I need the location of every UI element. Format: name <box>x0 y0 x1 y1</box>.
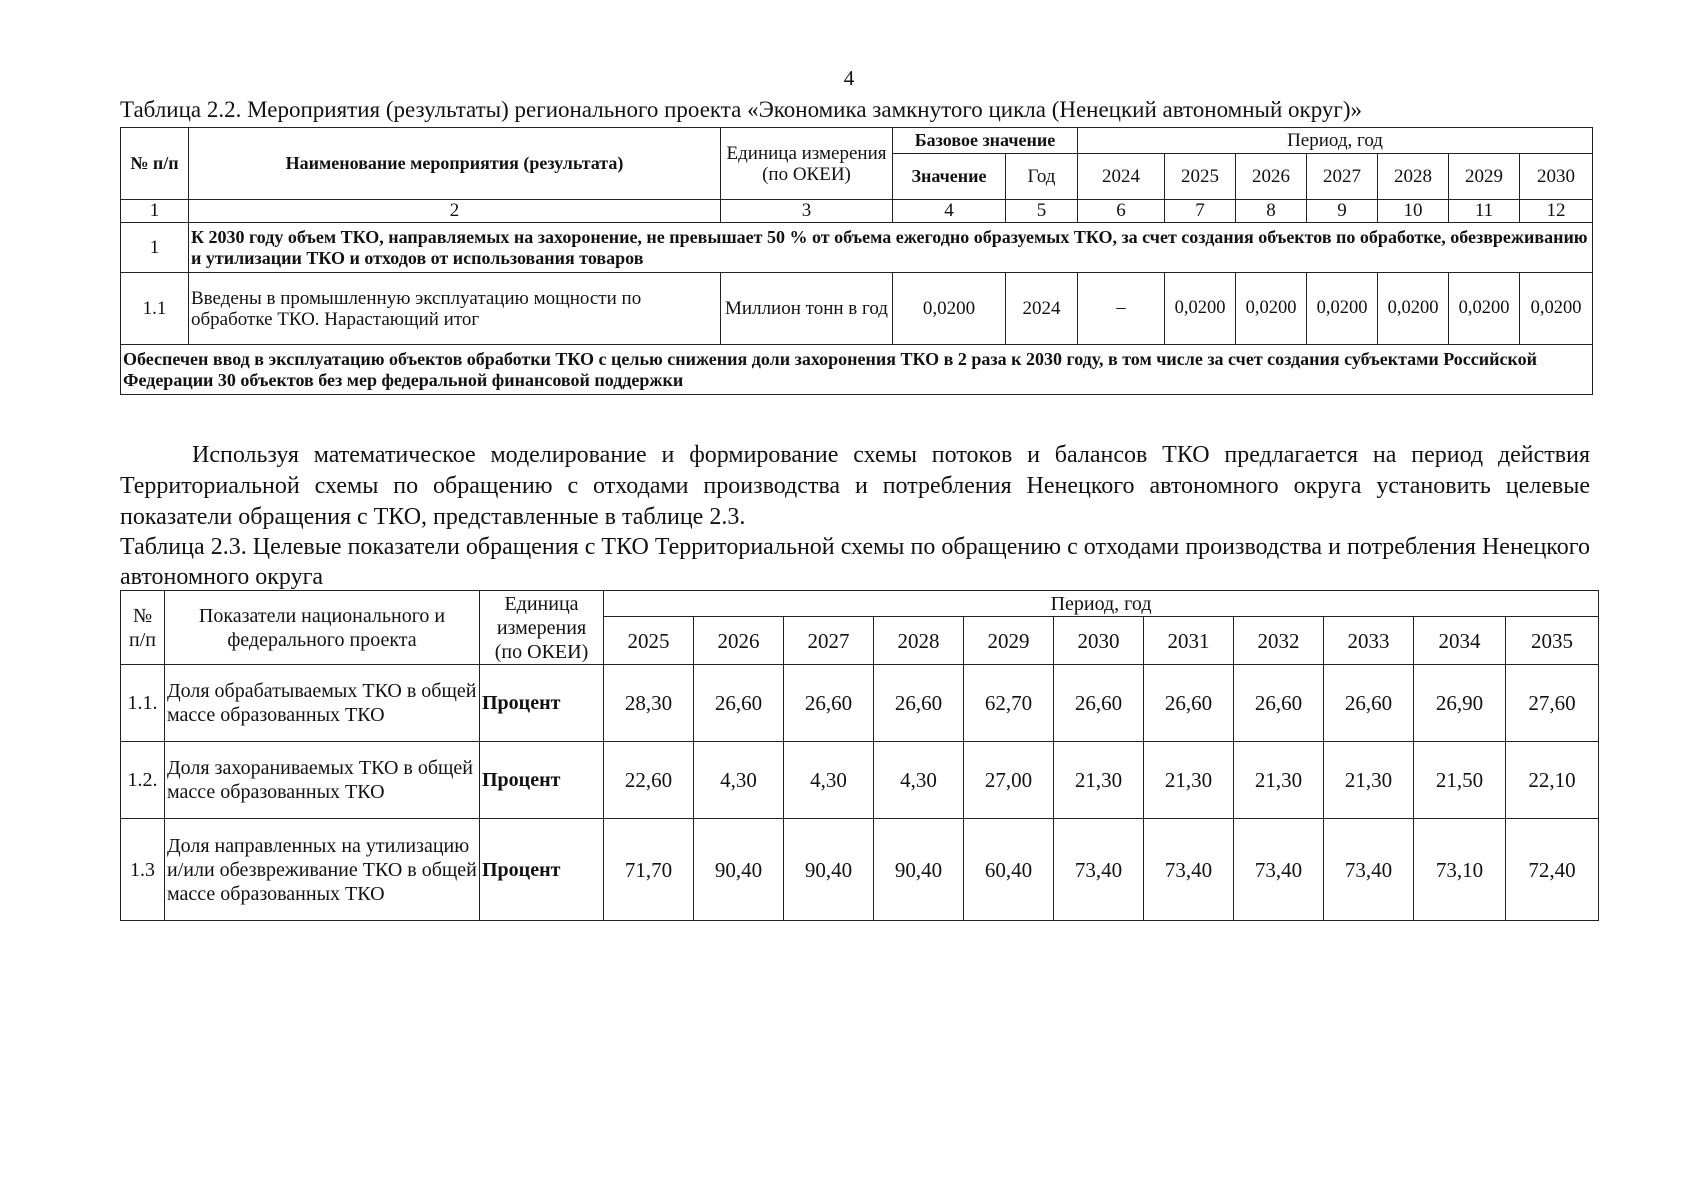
t2-row-value: 26,60 <box>1324 665 1414 742</box>
t1-goal-text: К 2030 году объем ТКО, направляемых на захоронение, не превышает 50 % от объема ежегодно образуемых ТКО, за счет создания объектов по обработке, обезвреживанию и утилизации ТКО и отходов от использования товаров <box>189 223 1593 273</box>
t2-row-unit: Процент <box>480 742 604 819</box>
t1-header-year: 2028 <box>1378 154 1449 200</box>
t1-col-number: 10 <box>1378 200 1449 223</box>
body-paragraph: Используя математическое моделирование и формирование схемы потоков и балансов ТКО предлагается на период действия Территориальной схемы по обращению с отходами производства и потребления Ненецкого автономного округа установить целевые показатели обращения с ТКО, представленные в таблице 2.3. <box>120 442 1590 530</box>
t2-row-value: 21,50 <box>1414 742 1506 819</box>
t2-header-year: 2031 <box>1144 617 1234 665</box>
t2-row-num: 1.1. <box>121 665 165 742</box>
t2-row-num: 1.3 <box>121 819 165 921</box>
t2-row-value: 26,60 <box>1144 665 1234 742</box>
t1-header-year: 2026 <box>1236 154 1307 200</box>
t2-row-value: 27,60 <box>1506 665 1599 742</box>
t2-row-value: 26,60 <box>1054 665 1144 742</box>
t1-col-number: 12 <box>1520 200 1593 223</box>
t2-row-value: 21,30 <box>1324 742 1414 819</box>
t1-header-year: 2025 <box>1165 154 1236 200</box>
t1-row-value: 0,0200 <box>1236 273 1307 345</box>
t1-header-base-value: Значение <box>893 154 1006 200</box>
t1-header-year: 2029 <box>1449 154 1520 200</box>
t1-header-year: 2027 <box>1307 154 1378 200</box>
t1-col-number: 6 <box>1078 200 1165 223</box>
table-row <box>121 819 1599 921</box>
t1-header-unit: Единица измерения (по ОКЕИ) <box>721 128 893 200</box>
table-row <box>121 742 1599 819</box>
t2-row-value: 73,40 <box>1324 819 1414 921</box>
t1-col-number: 2 <box>189 200 721 223</box>
t2-row-value: 72,40 <box>1506 819 1599 921</box>
t1-col-number: 4 <box>893 200 1006 223</box>
t1-col-number: 7 <box>1165 200 1236 223</box>
t2-row-value: 22,10 <box>1506 742 1599 819</box>
t1-row-base-value: 0,0200 <box>893 273 1006 345</box>
t2-row-value: 90,40 <box>694 819 784 921</box>
t2-row-value: 22,60 <box>604 742 694 819</box>
t2-row-name: Доля направленных на утилизацию и/или обезвреживание ТКО в общей массе образованных ТКО <box>165 819 480 921</box>
t2-header-num: № п/п <box>121 591 165 665</box>
t2-header-unit: Единица измерения (по ОКЕИ) <box>480 591 604 665</box>
t1-row-value: 0,0200 <box>1520 273 1593 345</box>
t2-row-value: 26,60 <box>874 665 964 742</box>
t1-col-number: 9 <box>1307 200 1378 223</box>
t2-row-unit: Процент <box>480 665 604 742</box>
table-row <box>121 665 1599 742</box>
t2-row-value: 27,00 <box>964 742 1054 819</box>
t2-row-value: 73,10 <box>1414 819 1506 921</box>
t2-header-year: 2033 <box>1324 617 1414 665</box>
t2-row-value: 60,40 <box>964 819 1054 921</box>
t2-header-year: 2029 <box>964 617 1054 665</box>
t1-header-period: Период, год <box>1078 128 1593 154</box>
t2-row-num: 1.2. <box>121 742 165 819</box>
t1-col-number: 5 <box>1006 200 1078 223</box>
t2-row-value: 4,30 <box>784 742 874 819</box>
t1-goal-num: 1 <box>121 223 189 273</box>
t1-header-year: 2030 <box>1520 154 1593 200</box>
t1-row-base-year: 2024 <box>1006 273 1078 345</box>
t2-header-year: 2027 <box>784 617 874 665</box>
t2-header-year: 2026 <box>694 617 784 665</box>
t1-col-number: 11 <box>1449 200 1520 223</box>
t1-row-value: – <box>1078 273 1165 345</box>
t1-footer: Обеспечен ввод в эксплуатацию объектов обработки ТКО с целью снижения доли захоронения ТКО в 2 раза к 2030 году, в том числе за счет создания субъектами Российской Федерации 30 объектов без мер федеральной финансовой поддержки <box>121 345 1593 395</box>
t2-row-value: 71,70 <box>604 819 694 921</box>
t2-row-value: 26,60 <box>1234 665 1324 742</box>
t2-row-value: 73,40 <box>1234 819 1324 921</box>
t2-header-year: 2032 <box>1234 617 1324 665</box>
t2-row-value: 73,40 <box>1144 819 1234 921</box>
t2-header-year: 2034 <box>1414 617 1506 665</box>
t2-row-value: 26,90 <box>1414 665 1506 742</box>
t2-row-value: 26,60 <box>784 665 874 742</box>
t2-row-value: 21,30 <box>1234 742 1324 819</box>
t1-header-name: Наименование мероприятия (результата) <box>189 128 721 200</box>
t1-row-unit: Миллион тонн в год <box>721 273 893 345</box>
t2-header-year: 2035 <box>1506 617 1599 665</box>
t2-header-year: 2030 <box>1054 617 1144 665</box>
page-number: 4 <box>843 66 855 90</box>
t1-row-name: Введены в промышленную эксплуатацию мощности по обработке ТКО. Нарастающий итог <box>189 273 721 345</box>
t1-row-value: 0,0200 <box>1449 273 1520 345</box>
t2-row-name: Доля захораниваемых ТКО в общей массе образованных ТКО <box>165 742 480 819</box>
t2-row-value: 4,30 <box>694 742 784 819</box>
t1-header-base-year: Год <box>1006 154 1078 200</box>
t1-col-number: 8 <box>1236 200 1307 223</box>
t2-row-value: 21,30 <box>1144 742 1234 819</box>
t1-row-value: 0,0200 <box>1165 273 1236 345</box>
t1-row-value: 0,0200 <box>1307 273 1378 345</box>
table-2-3-caption: Таблица 2.3. Целевые показатели обращения с ТКО Территориальной схемы по обращению с отходами производства и потребления Ненецкого автономного округа <box>120 534 1590 590</box>
t2-header-name: Показатели национального и федерального проекта <box>165 591 480 665</box>
t2-header-year: 2028 <box>874 617 964 665</box>
t2-header-period: Период, год <box>604 591 1599 617</box>
t2-header-year: 2025 <box>604 617 694 665</box>
t2-row-value: 21,30 <box>1054 742 1144 819</box>
t2-row-value: 4,30 <box>874 742 964 819</box>
t1-row-value: 0,0200 <box>1378 273 1449 345</box>
t1-row-num: 1.1 <box>121 273 189 345</box>
t2-row-value: 90,40 <box>874 819 964 921</box>
t2-row-unit: Процент <box>480 819 604 921</box>
t1-col-number: 3 <box>721 200 893 223</box>
t1-header-num: № п/п <box>121 128 189 200</box>
table-2-3 <box>120 590 1599 921</box>
t2-row-name: Доля обрабатываемых ТКО в общей массе образованных ТКО <box>165 665 480 742</box>
t2-row-value: 26,60 <box>694 665 784 742</box>
t1-header-base: Базовое значение <box>893 128 1078 154</box>
t1-col-number: 1 <box>121 200 189 223</box>
t1-header-year: 2024 <box>1078 154 1165 200</box>
t2-row-value: 62,70 <box>964 665 1054 742</box>
t2-row-value: 28,30 <box>604 665 694 742</box>
table-2-2-caption: Таблица 2.2. Мероприятия (результаты) регионального проекта «Экономика замкнутого цикла (Ненецкий автономный округ)» <box>120 97 1362 122</box>
table-2-2 <box>120 127 1593 395</box>
t2-row-value: 90,40 <box>784 819 874 921</box>
t2-row-value: 73,40 <box>1054 819 1144 921</box>
